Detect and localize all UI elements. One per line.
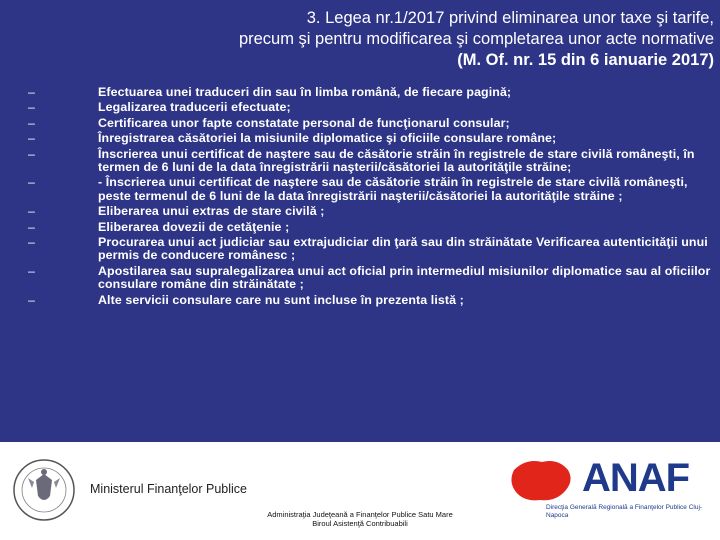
title-line-2: precum şi pentru modificarea şi completarea unor acte normative	[238, 30, 714, 48]
list-item	[28, 132, 712, 145]
list-item	[28, 148, 712, 175]
anaf-logo	[506, 454, 706, 518]
list-item	[28, 86, 712, 99]
ministry-name: Ministerul Finanţelor Publice	[90, 482, 248, 496]
list-item-text: Alte servicii consulare care nu sunt incluse în prezenta listă ;	[98, 292, 464, 307]
fee-list	[28, 86, 712, 309]
list-item	[28, 294, 712, 307]
bullet-dash: –	[28, 115, 35, 130]
title-line-1: 3. Legea nr.1/2017 privind eliminarea unor taxe şi tarife,	[306, 9, 714, 27]
slide-title	[74, 8, 714, 71]
list-item-text: Procurarea unui act judiciar sau extrajudiciar din ţară sau din străinătate Verificarea autenticităţii unui permis de conducere românesc ;	[98, 235, 708, 263]
bullet-dash: –	[28, 235, 35, 250]
list-item	[28, 265, 712, 292]
bullet-dash: –	[28, 204, 35, 219]
bullet-dash: –	[28, 292, 35, 307]
list-item	[28, 205, 712, 218]
bullet-dash: –	[28, 175, 35, 190]
list-item-text: Certificarea unor fapte constatate personal de funcţionarul consular;	[98, 115, 510, 130]
list-item	[28, 101, 712, 114]
footer	[0, 442, 720, 540]
bullet-dash: –	[28, 219, 35, 234]
title-line-3: (M. Of. nr. 15 din 6 ianuarie 2017)	[457, 51, 714, 69]
bullet-dash: –	[28, 100, 35, 115]
list-item	[28, 236, 712, 263]
office-line-1: Administraţia Judeţeană a Finanţelor Publice Satu Mare	[267, 510, 453, 519]
anaf-wordmark: ANAF	[582, 456, 690, 500]
list-item-text: Înscrierea unui certificat de naştere sau de căsătorie străin în registrele de stare civilă româneşti, în termen de 6 luni de la data înregistrării naşterii/căsătoriei la autorităţile străine;	[98, 146, 695, 175]
list-item-text: Eliberarea unui extras de stare civilă ;	[98, 204, 325, 219]
list-item-text: Apostilarea sau supralegalizarea unui act oficial prin intermediul misiunilor diplomatice sau al oficiilor consulare române din străinătate ;	[98, 263, 711, 292]
list-item-text: Efectuarea unei traduceri din sau în limba română, de fiecare pagină;	[98, 85, 512, 99]
list-item	[28, 117, 712, 130]
list-item	[28, 221, 712, 234]
office-line-2: Biroul Asistenţă Contribuabili	[312, 519, 408, 528]
bullet-dash: –	[28, 146, 35, 161]
list-item-text: Înregistrarea căsătoriei la misiunile diplomatice şi oficiile consulare române;	[98, 131, 557, 146]
bullet-dash: –	[28, 263, 35, 278]
bullet-dash: –	[28, 131, 35, 146]
list-item-text: - Înscrierea unui certificat de naştere sau de căsătorie străin în registrele de stare civilă româneşti, peste termenul de 6 luni de la data înregistrării naşterii/căsătoriei la autorităţile străine ;	[98, 175, 688, 203]
anaf-subtitle: Direcţia Generală Regională a Finanţelor Publice Cluj-Napoca	[546, 504, 703, 519]
list-item-text: Eliberarea dovezii de cetăţenie ;	[98, 219, 290, 234]
office-footnote	[200, 510, 520, 528]
bullet-dash: –	[28, 85, 35, 99]
romania-map-icon	[506, 456, 576, 506]
list-item-text: Legalizarea traducerii efectuate;	[98, 100, 291, 115]
romania-seal-icon	[12, 458, 76, 522]
list-item	[28, 176, 712, 203]
